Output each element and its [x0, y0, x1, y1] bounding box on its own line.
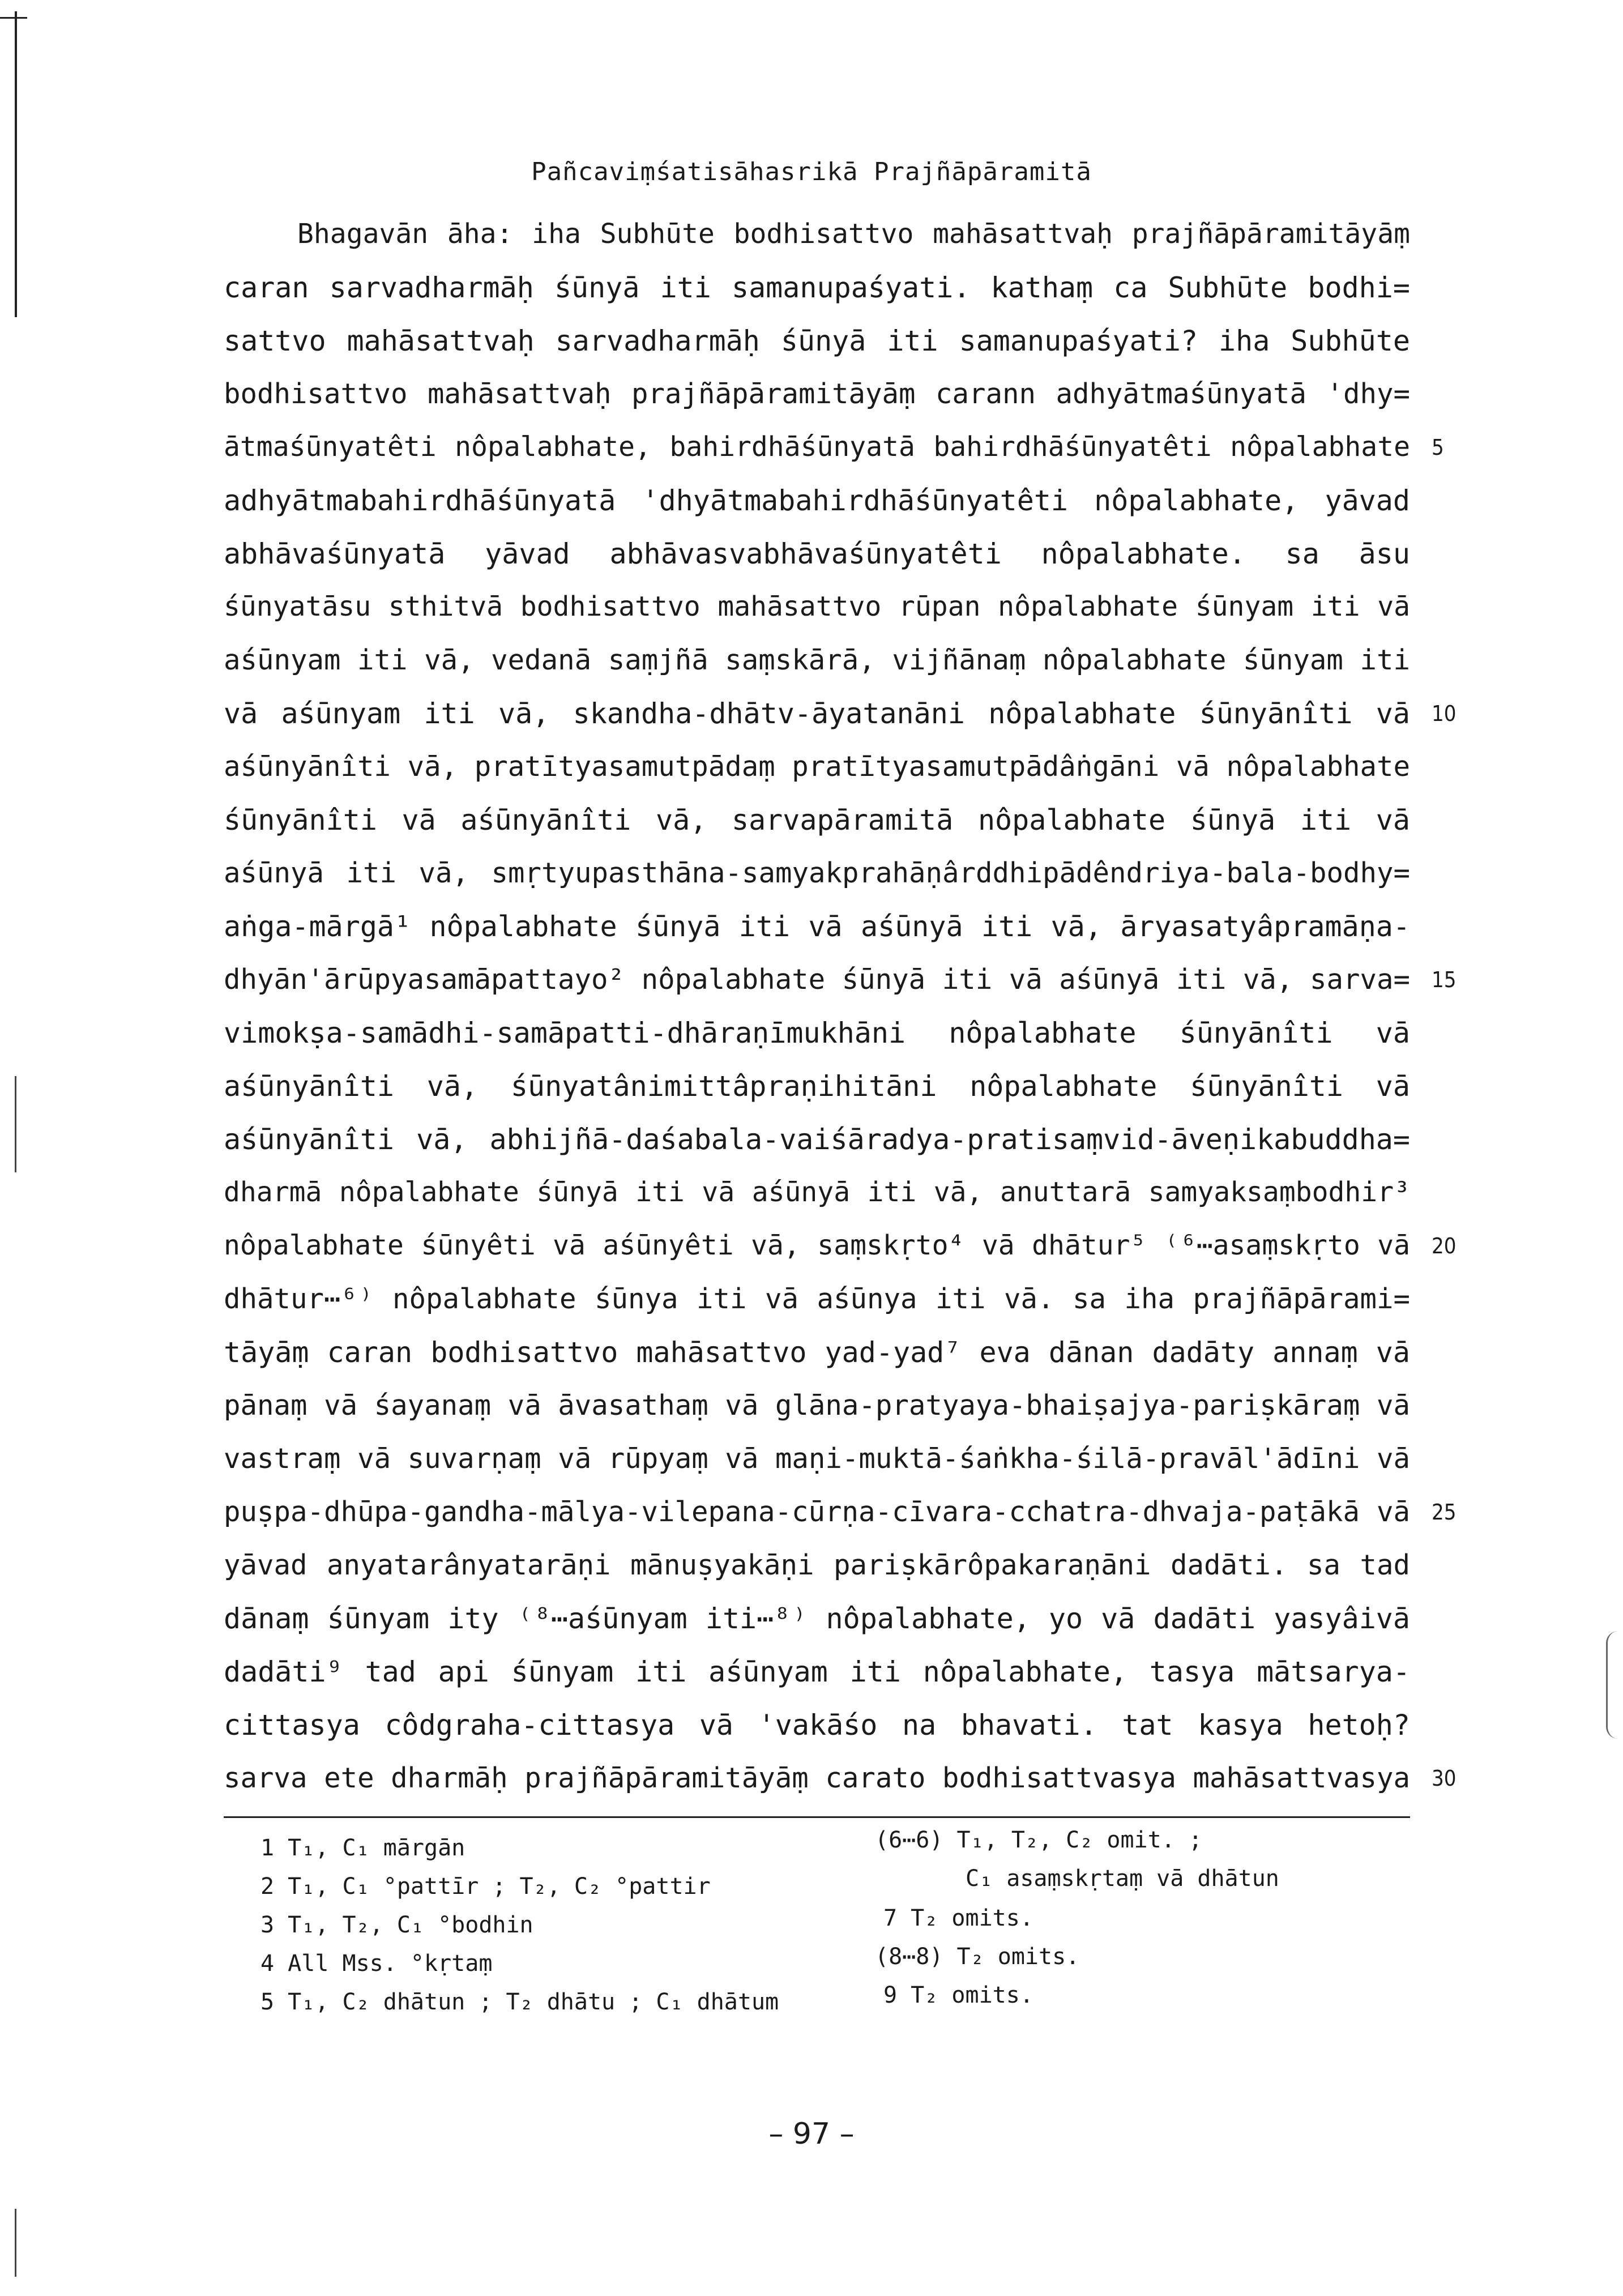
text-line: vastraṃ vā suvarṇaṃ vā rūpyaṃ vā maṇi-muktā-śaṅkha-śilā-pravāl'ādīni vā	[224, 1443, 1410, 1475]
text-line: aśūnyānîti vā, śūnyatânimittâpraṇihitāni nôpalabhate śūnyānîti vā	[224, 1070, 1410, 1103]
footnote: 5 T₁, C₂ dhātun ; T₂ dhātu ; C₁ dhātum	[260, 1989, 779, 2015]
line-number: 15	[1432, 967, 1457, 992]
text-line: vā aśūnyam iti vā, skandha-dhātv-āyatanāni nôpalabhate śūnyānîti vā	[224, 697, 1410, 730]
text-line: cittasya côdgraha-cittasya vā 'vakāśo na bhavati. tat kasya hetoḥ?	[224, 1709, 1410, 1742]
text-line: aṅga-mārgā¹ nôpalabhate śūnyā iti vā aśūnyā iti vā, āryasatyâpramāṇa-	[224, 910, 1410, 943]
edge-bracket	[1606, 1631, 1618, 1739]
footnote: 2 T₁, C₁ °pattīr ; T₂, C₂ °pattir	[260, 1873, 711, 1900]
page-number: – 97 –	[768, 2117, 855, 2151]
text-line: aśūnyānîti vā, abhijñā-daśabala-vaiśāradya-pratisaṃvid-āveṇikabuddha=	[224, 1123, 1410, 1156]
text-line: dhyān'ārūpyasamāpattayo² nôpalabhate śūnyā iti vā aśūnyā iti vā, sarva=	[224, 963, 1410, 996]
footnote: 1 T₁, C₁ mārgān	[260, 1835, 465, 1861]
footnote: 7 T₂ omits.	[883, 1905, 1033, 1931]
text-line: abhāvaśūnyatā yāvad abhāvasvabhāvaśūnyatêti nôpalabhate. sa āsu	[224, 537, 1410, 570]
text-line: yāvad anyatarânyatarāṇi mānuṣyakāṇi pariṣkārôpakaraṇāni dadāti. sa tad	[224, 1549, 1410, 1581]
text-line: bodhisattvo mahāsattvaḥ prajñāpāramitāyāṃ carann adhyātmaśūnyatā 'dhy=	[224, 378, 1410, 410]
text-line: dānaṃ śūnyam ity ⁽⁸⋯aśūnyam iti⋯⁸⁾ nôpalabhate, yo vā dadāti yasyâivā	[224, 1602, 1410, 1635]
text-line: adhyātmabahirdhāśūnyatā 'dhyātmabahirdhāśūnyatêti nôpalabhate, yāvad	[224, 484, 1410, 517]
text-line: dadāti⁹ tad api śūnyam iti aśūnyam iti nôpalabhate, tasya mātsarya-	[224, 1655, 1410, 1688]
text-line: sattvo mahāsattvaḥ sarvadharmāḥ śūnyā iti samanupaśyati? iha Subhūte	[224, 325, 1410, 357]
footnote: 4 All Mss. °kṛtaṃ	[260, 1951, 493, 1977]
footnote: 9 T₂ omits.	[883, 1982, 1033, 2008]
page-title: Pañcaviṃśatisāhasrikā Prajñāpāramitā	[531, 157, 1092, 186]
line-number: 10	[1432, 701, 1457, 726]
margin-mark	[0, 17, 27, 19]
line-number: 5	[1432, 435, 1444, 460]
text-line: sarva ete dharmāḥ prajñāpāramitāyāṃ carato bodhisattvasya mahāsattvasya	[224, 1762, 1410, 1794]
margin-line	[15, 1076, 16, 1172]
text-line: pānaṃ vā śayanaṃ vā āvasathaṃ vā glāna-pratyaya-bhaiṣajya-pariṣkāraṃ vā	[224, 1389, 1410, 1422]
text-line: ātmaśūnyatêti nôpalabhate, bahirdhāśūnyatā bahirdhāśūnyatêti nôpalabhate	[224, 431, 1410, 463]
text-line: aśūnyānîti vā, pratītyasamutpādaṃ pratītyasamutpādâṅgāni vā nôpalabhate	[224, 750, 1410, 783]
line-number: 25	[1432, 1500, 1457, 1525]
text-line: dhātur⋯⁶⁾ nôpalabhate śūnya iti vā aśūnya iti vā. sa iha prajñāpārami=	[224, 1283, 1410, 1315]
margin-line	[15, 2209, 16, 2277]
footnote: C₁ asaṃskṛtaṃ vā dhātun	[966, 1866, 1279, 1892]
text-line: tāyāṃ caran bodhisattvo mahāsattvo yad-yad⁷ eva dānan dadāty annaṃ vā	[224, 1336, 1410, 1369]
line-number: 30	[1432, 1766, 1457, 1791]
text-line: śūnyānîti vā aśūnyānîti vā, sarvapāramitā nôpalabhate śūnyā iti vā	[224, 804, 1410, 837]
text-line: caran sarvadharmāḥ śūnyā iti samanupaśyati. kathaṃ ca Subhūte bodhi=	[224, 271, 1410, 304]
footnote: (8⋯8) T₂ omits.	[875, 1944, 1080, 1970]
text-line: aśūnyam iti vā, vedanā saṃjñā saṃskārā, vijñānaṃ nôpalabhate śūnyam iti	[224, 644, 1410, 676]
footnote-rule	[224, 1816, 1410, 1818]
footnote: (6⋯6) T₁, T₂, C₂ omit. ;	[875, 1827, 1202, 1853]
footnote: 3 T₁, T₂, C₁ °bodhin	[260, 1912, 533, 1938]
text-line: vimokṣa-samādhi-samāpatti-dhāraṇīmukhāni nôpalabhate śūnyānîti vā	[224, 1017, 1410, 1049]
text-line: aśūnyā iti vā, smṛtyupasthāna-samyakprahāṇârddhipādêndriya-bala-bodhy=	[224, 857, 1410, 889]
text-line: dharmā nôpalabhate śūnyā iti vā aśūnyā iti vā, anuttarā samyaksaṃbodhir³	[224, 1176, 1410, 1208]
text-line: śūnyatāsu sthitvā bodhisattvo mahāsattvo rūpan nôpalabhate śūnyam iti vā	[224, 591, 1410, 622]
line-number: 20	[1432, 1234, 1457, 1258]
text-line: nôpalabhate śūnyêti vā aśūnyêti vā, saṃskṛto⁴ vā dhātur⁵ ⁽⁶⋯asaṃskṛto vā	[224, 1230, 1410, 1261]
text-line: Bhagavān āha: iha Subhūte bodhisattvo mahāsattvaḥ prajñāpāramitāyāṃ	[297, 218, 1410, 250]
text-line: puṣpa-dhūpa-gandha-mālya-vilepana-cūrṇa-cīvara-cchatra-dhvaja-paṭākā vā	[224, 1496, 1410, 1528]
